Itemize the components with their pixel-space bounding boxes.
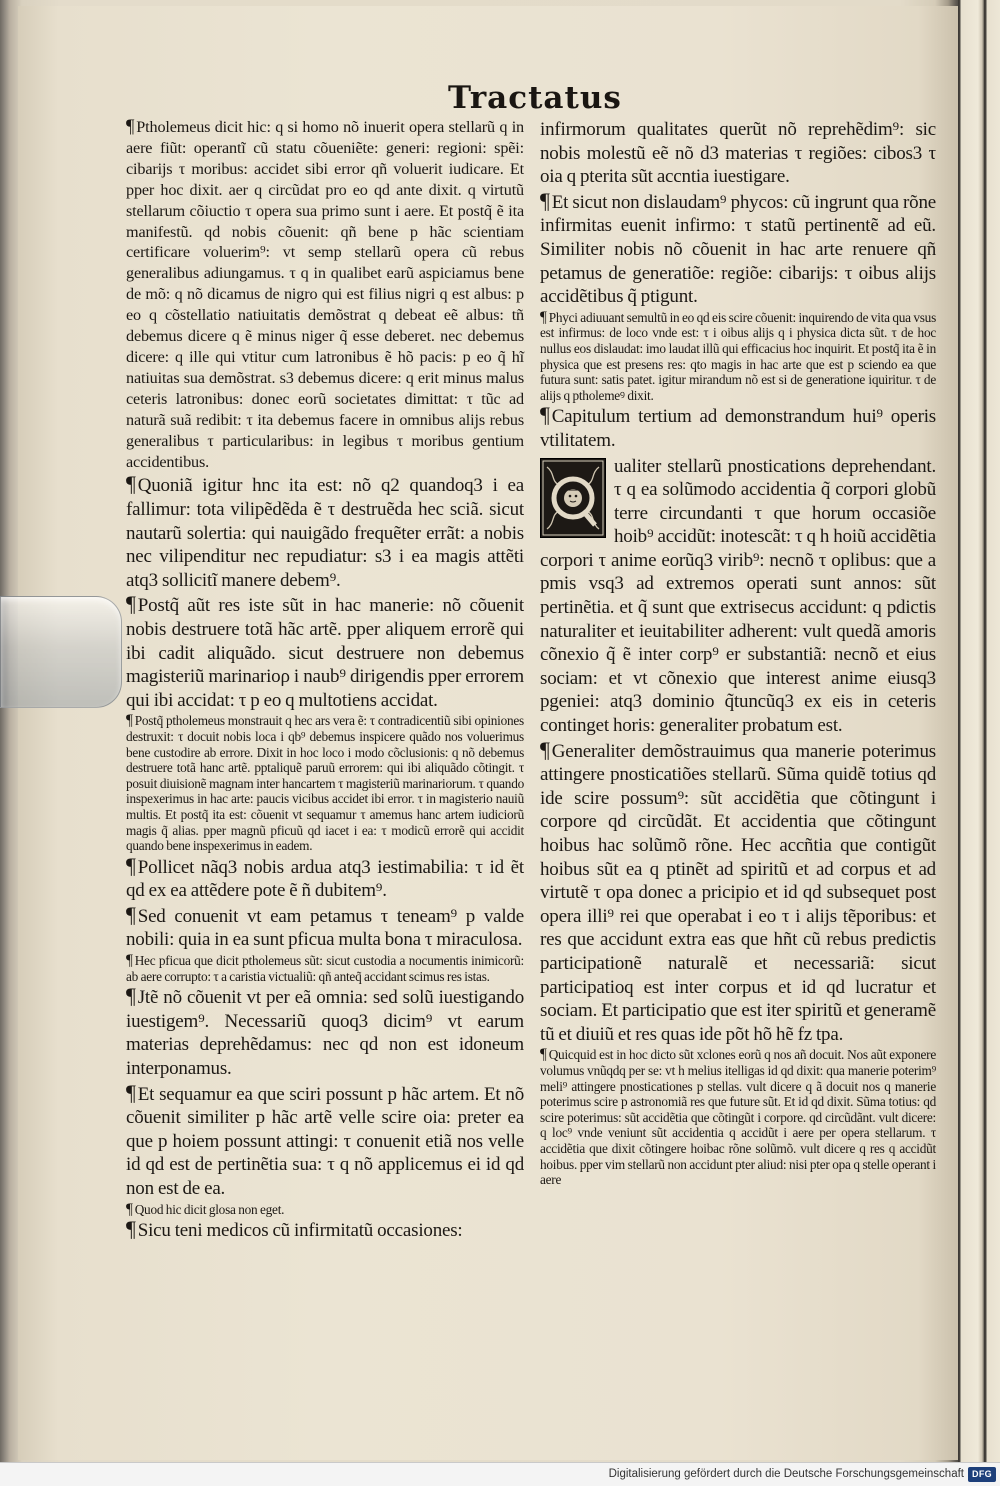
paragraph: ¶ Capitulum tertium ad demonstrandum hui⁹ operis vtilitatem. [540, 404, 936, 452]
paragraph: ¶ Phyci adiuuant semultũ in eo qd eis scire cõuenit: inquirendo de vita qua vsus est infirmus: de loco vnde est: τ i oibus alijs q i physica dicta sũt. τ de hoc nullus eos dislaudat: imo laudat illũ qui efficacius hoc inquirit. Et postq̃ ita ẽ in physica que est presens res: qto magis in hac arte que est p sciendo ea que futura sunt: satis patet. igitur mirandum nõ est si de generatione iquiritur. τ de alijs q ptholemeꝰ dixit. [540, 310, 936, 404]
decorated-initial-art [541, 459, 605, 537]
decorated-initial-icon [540, 458, 606, 538]
paragraph: ¶ Jtẽ nõ cõuenit vt per eã omnia: sed solũ iuestigando iuestigem⁹. Necessariũ quoq3 dicim⁹ vt earum materias deprehẽdamus: nec qd non est idoneum interponamus. [126, 985, 524, 1080]
footer-credit: Digitalisierung gefördert durch die Deutsche Forschungsgemeinschaft [608, 1468, 964, 1480]
running-head: Tractatus [448, 80, 622, 116]
paragraph: ¶ Hec pficua que dicit ptholemeus sũt: sicut custodia a nocumentis inimicorũ: ab aere corrupto: τ a caristia victualiũ: qñ anteq̃ accidant scimus res istas. [126, 953, 524, 984]
page-clip [0, 596, 122, 708]
page-edges [958, 0, 1000, 1462]
paragraph: ¶ Quicquid est in hoc dicto sũt xclones eorũ q nos añ docuit. Nos aũt exponere volumus vnũqdq per se: vt h melius itelligas id qd dixit: qua manerie poterim⁹ meli⁹ attingere pnosticationes p stellas. vult dicere q ã docuit nos q manerie poterimus scire p astronomiã res que future sũt. Et id qd dixit. Sũma totius: qd scire poterimus: sũt accidẽtia que cõtingũt i corpore. qd circũdãnt. vult dicere: q loc⁹ vnde veniunt sũt accidentia q accidũt i aere per opera stellarum. τ accidẽtia que dixit cõtingere hoibac rõne solũmõ. vult dicere q res q accidũt hoibus. pper vim stellarũ non accidunt pter aliud: nisi pter opa q stelle operant i aere [540, 1047, 936, 1187]
paragraph: ¶ Quod hic dicit glosa non eget. [126, 1202, 524, 1218]
paragraph: ¶ Generaliter demõstrauimus qua manerie poterimus attingere pnosticatiões stellarũ. Sũma quidẽ totius qd ide scire possum⁹: sũt accidẽtia que cõtingunt i corpore qd circũdãt. Et accidentia que cõtingunt hoibus hac solũmõ rõne. Hec accñtia que contigũt hoibus sũt ea q ptinẽt ad spiritũ et ad corpus et ad virtutẽ τ opa donec a pricipio et id qd subsequet post opera illi⁹ rei que operabat i eo τ i alijs tẽporibus: et res que accidunt extra eas que hñt cũ rebus predictis participationẽ naturalẽ et necessariã: sicut participatioq est inter corpus et id qd lucratur et sociam. Et participatio que est iter spiritũ et generamẽ tũ et diuiũ et res quas ide põt hõ hẽ fz tpa. [540, 739, 936, 1047]
paragraph: ¶ Ptholemeus dicit hic: q si homo nõ inuerit opera stellarũ q in aere fiũt: operantĩ cũ statu cõueniẽte: generi: regioni: spẽi: cibarijs τ moribus: accidet sibi error qñ voluerit iudicare. Et pper hoc dixit. aer q circũdat pro eo qd ante dixit. q virtutũ stellarum cõiuctio τ opera sua primo sunt i aere. Et postq̃ ẽ ita manifestũ. qd nobis cõuenit: qñ bene p hãc scientiam certificare voluerim⁹: vt semp stellarũ opera cũ rebus generalibus adiungamus. τ q in qualibet earũ aspiciamus bene de mõ: q nõ dicamus de nigro qui est filius nigri q est albus: p eo q cõstellatio natiuitatis demõstrat q debeat eẽ albus: tñ debemus dicere q ẽ minus niger q̃ esse deberet. nec debemus dicere: q ille qui vtitur cum latronibus ẽ hõ pacis: p eo q̃ hĩ natiuitas sua demõstrat. s3 debemus dicere: q erit minus malus ceteris latronibus: donec eorũ societates dimittat: τ tũc ad naturã suã redibit: τ ita debemus facere in omnibus alijs rebus generalibus τ particularibus: in legibus τ moribus gentium accidentibus. [126, 117, 524, 472]
paragraph: ¶ Quoniã igitur hnc ita est: nõ q2 quandoq3 i ea fallimur: tota vilipẽdẽda ẽ τ destruẽda hec sciã. sicut nautarũ solertia: qui nauigãdo frequẽter errãt: a nobis nec vilipenditur nec repudiatur: s3 i ea magis attẽti atq3 sollicitĩ manere debem⁹. [126, 473, 524, 592]
paragraph: ¶ Et sicut non dislaudam⁹ phycos: cũ ingrunt qua rõne infirmitas euenit infirmo: τ statũ pertinentẽ ad eũ. Similiter nobis nõ cõuenit in hac arte renuere qñ petamus de generatiõe: regiõe: cibarijs: τ oibus alijs accidẽtibus q̃ ptigunt. [540, 190, 936, 309]
right-column-top [540, 117, 936, 453]
chapter-opening [540, 454, 936, 739]
right-column-bottom [540, 739, 936, 1188]
paragraph: infirmorum qualitates querũt nõ reprehẽdim⁹: sic nobis molestũ eẽ nõ d3 materias τ regiões: cibos3 τ oia q pterita sũt accntia iuestigare. [540, 119, 936, 188]
paragraph: ¶ Pollicet nãq3 nobis ardua atq3 iestimabilia: τ id ẽt qd ex ea attẽdere pote ẽ ñ dubitem⁹. [126, 855, 524, 903]
footer-bar [0, 1462, 1000, 1486]
right-column [540, 117, 936, 1189]
left-column [126, 117, 524, 1244]
paragraph: ¶ Sicu teni medicos cũ infirmitatũ occasiones: [126, 1218, 524, 1243]
dfg-logo: DFG [968, 1467, 996, 1482]
paragraph: ¶ Sed conuenit vt eam petamus τ teneam⁹ p valde nobili: quia in ea sunt pficua multa bona τ miraculosa. [126, 904, 524, 952]
chapter-opening-text: ualiter stellarũ pnostications deprehendant. τ q ea solũmodo accidentia q̃ corpori globũ terre circundanti τ que horum occasiõe hoib⁹ accidũt: inotescãt: τ q h hoiũ accidẽtia corpori τ anime eorũq3 virib⁹: necnõ τ oplibus: que a pmis vsq3 ad extremos operati sunt annos: sũt pertinẽtia. et q̃ sunt que extrisecus accidunt: q pdictis naturaliter et ieuitabiliter adherent: vult quedã amoris cõnexio q̃ ẽ inter corp⁹ er substantiã: necnõ et eius sociam: et vt cõnexio que interest anime eiusq3 pgeniei: atq3 dominio q̃tuncũq3 ex eis in ceteris continget horis: generaliter probatum est. [540, 455, 936, 737]
paragraph: ¶ Postq̃ aũt res iste sũt in hac manerie: nõ cõuenit nobis destruere totã hãc artẽ. pper aliquem errorẽ qui ibi cadit aliquãdo. sicut destruere non debemus magisteriũ marinarioρ i naub⁹ dirigendis pper errorem qui ibi accidat: τ p eo q multotiens accidat. [126, 593, 524, 712]
paragraph: ¶ Et sequamur ea que sciri possunt p hãc artem. Et nõ cõuenit similiter p hãc artẽ velle scire oia: preter ea que p hoiem possunt attingi: τ conuenit etiã nos velle id qd est de pertinẽtia sua: τ q nõ applicemus ei id qd non est de ea. [126, 1082, 524, 1201]
paragraph: ¶ Postq̃ ptholemeus monstrauit q hec ars vera ẽ: τ contradicentiũ sibi opiniones destruxit: τ docuit nobis loca i qb⁹ debemus inspicere quãdo nos voluerimus bene custodire ab errore. Dixit in hoc loco i modo cõclusionis: q nõ debemus destruere totã hanc artẽ. pptaliquẽ paruũ errorem: qui ibi aliquãdo cõtingit. τ posuit diuisionẽ magnam inter hancartem τ magisteriũ marinariorum. τ quando inspexerimus in hac arte: paucis vicibus accidet ibi error. τ in magisterio nauiũ multis. Et postq̃ ita est: cõuenit vt sequamur τ amemus hanc artem iudiciorũ magis q̃ alias. pper magnũ pficuũ qd iacet i ea: τ modicũ errorẽ qui accidit quando bene inspexerimus in eadem. [126, 713, 524, 853]
